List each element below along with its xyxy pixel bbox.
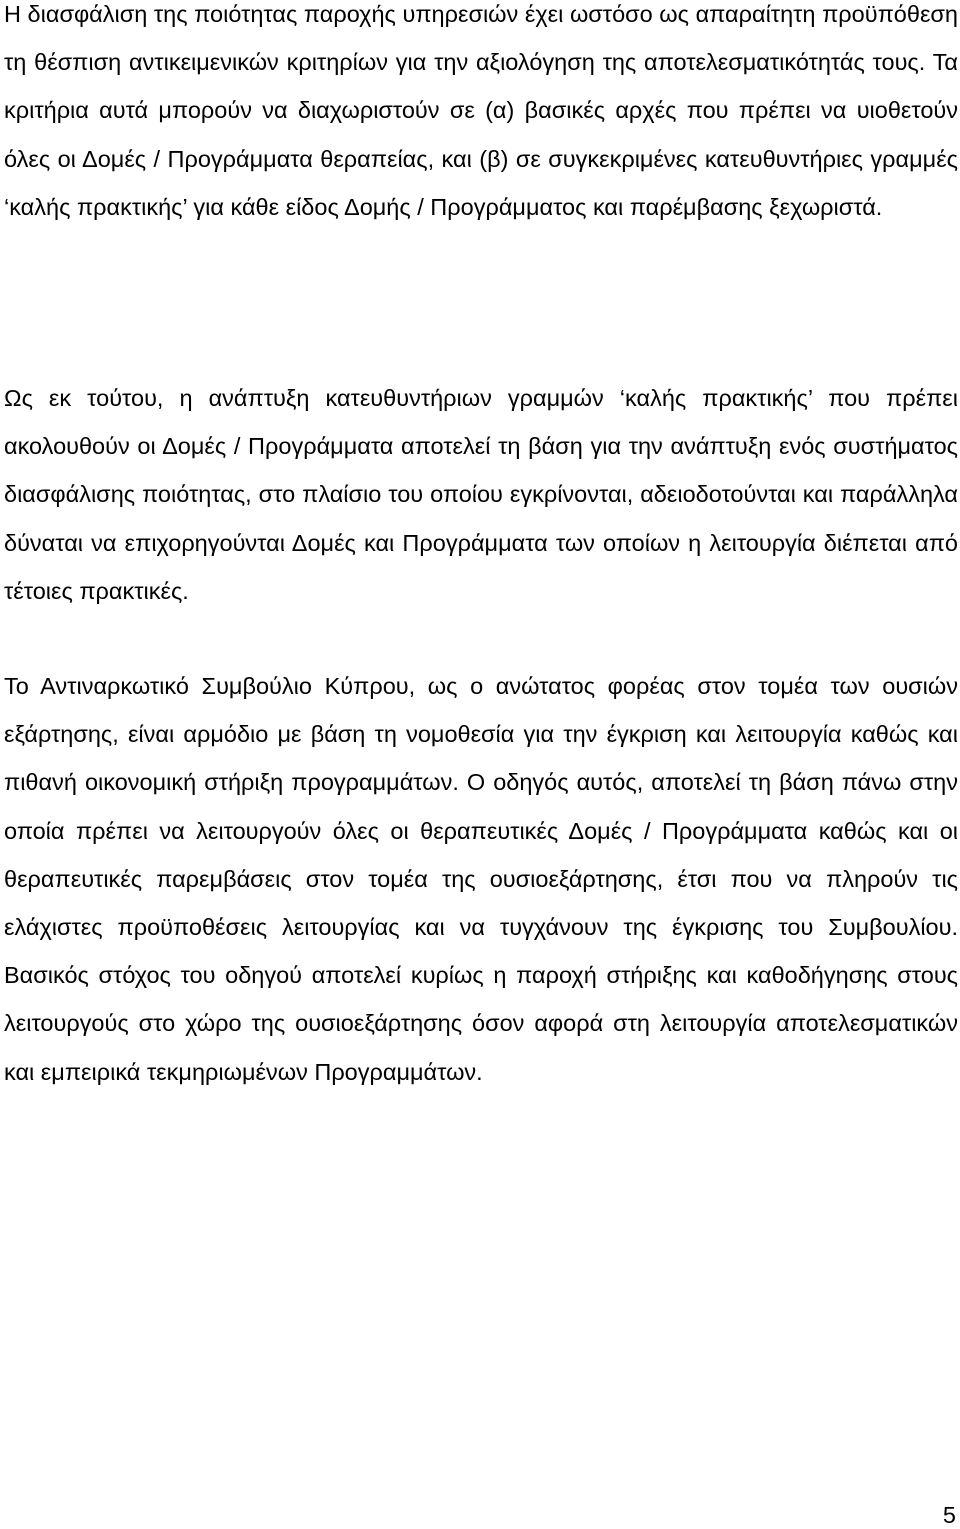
paragraph-good-practice-guidelines: Ως εκ τούτου, η ανάπτυξη κατευθυντήριων γραμμών ‘καλής πρακτικής’ που πρέπει ακολουθούν οι Δομές / Προγράμματα αποτελεί τη βάση για την ανάπτυξη ενός συστήματος διασφάλισης ποιότητας, στο πλαίσιο του οποίου εγκρίνονται, αδειοδοτούνται και παράλληλα δύναται να επιχορηγούνται Δομές και Προγράμματα των οποίων η λειτουργία διέπεται από τέτοιες πρακτικές. <box>4 385 958 604</box>
paragraph-anti-drug-council: Το Αντιναρκωτικό Συμβούλιο Κύπρου, ως ο ανώτατος φορέας στον τομέα των ουσιών εξάρτησης, είναι αρμόδιο με βάση τη νομοθεσία για την έγκριση και λειτουργία καθώς και πιθανή οικονομική στήριξη προγραμμάτων. Ο οδηγός αυτός, αποτελεί τη βάση πάνω στην οποία πρέπει να λειτουργούν όλες οι θεραπευτικές Δομές / Προγράμματα καθώς και οι θεραπευτικές παρεμβάσεις στον τομέα της ουσιοεξάρτησης, έτσι που να πληρούν τις ελάχιστες προϋποθέσεις λειτουργίας και να τυγχάνουν της έγκρισης του Συμβουλίου. Βασικός στόχος του οδηγού αποτελεί κυρίως η παροχή στήριξης και καθοδήγησης στους λειτουργούς στο χώρο της ουσιοεξάρτησης όσον αφορά στη λειτουργία αποτελεσματικών και εμπειρικά τεκμηριωμένων Προγραμμάτων. <box>4 673 958 1085</box>
page-number: 5 <box>942 1502 956 1528</box>
paragraph-quality-criteria: Η διασφάλιση της ποιότητας παροχής υπηρεσιών έχει ωστόσο ως απαραίτητη προϋπόθεση τη θέσπιση αντικειμενικών κριτηρίων για την αξιολόγηση της αποτελεσματικότητάς τους. Τα κριτήρια αυτά μπορούν να διαχωριστούν σε (α) βασικές αρχές που πρέπει να υιοθετούν όλες οι Δομές / Προγράμματα θεραπείας, και (β) σε συγκεκριμένες κατευθυντήριες γραμμές ‘καλής πρακτικής’ για κάθε είδος Δομής / Προγράμματος και παρέμβασης ξεχωριστά. <box>4 1 958 220</box>
